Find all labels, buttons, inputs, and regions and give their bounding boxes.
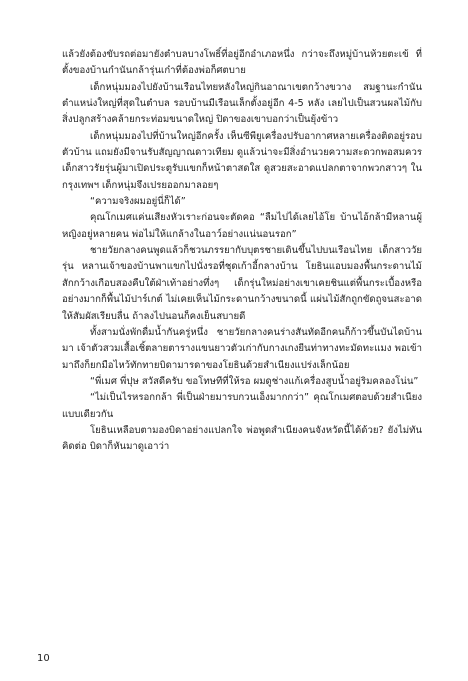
paragraph: เด็กหนุ่มมองไปยังบ้านเรือนไทยหลังใหญ่กินอาณาเขตกว้างขวาง สมฐานะกำนันตำแหน่งใหญ่ที่สุดในตำบล รอบบ้านมีเรือนเล็กตั้งอยู่อีก 4-5 หลัง เลยไปเป็นสวนผลไม้กับสิ่งปลูกสร้างคล้ายกระท่อมขนาดใหญ่ ปิดาของเขาบอกว่าเป็นยุ้งข้าว: [62, 81, 422, 126]
dialogue-paragraph: “ความจริงผมอยู่นี่ก็ได้”: [90, 196, 186, 208]
paragraph: ชายวัยกลางคนพูดแล้วก็ชวนภรรยากับบุตรชายเดินขึ้นไปบนเรือนไทย เด็กสาววัยรุ่น หลานเจ้าของบ้านพาแขกไปนั่งรอที่ชุดเก้าอี้กลางบ้าน โยธินแอบมองพื้นกระดานไม้สักกว้างเกือบสองคืบใต้ฝ่าเท้าอย่างทึ่งๆ เด็กรุ่นใหม่อย่างเขาเคยชินแต่พื้นกระเบื้องหรืออย่างมากก็พื้นไม้ปาร์เกต์ ไม่เคยเห็นไม้กระดานกว้างขนาดนี้ แผ่นไม้สักถูกขัดถูจนสะอาดให้สัมผัสเรียบลื่น ถ้าลงไปนอนก็คงเย็นสบายดี: [62, 245, 422, 322]
paragraph: คุณโกเมศแค่นเสียงหัวเราะก่อนจะตัดคอ “ลืมไปได้เลยไอ้โย บ้านไอ้กล้ามีหลานผู้หญิงอยู่หลายคน พ่อไม่ให้แกล้างในอาว์อย่างแน่นอนรอก”: [62, 212, 422, 240]
paragraph: โยธินเหลือบตามองบิดาอย่างแปลกใจ พ่อพูดสำเนียงคนจังหวัดนี้ได้ด้วย? ยังไม่ทันคิดต่อ บิดาก็หันมาดูเอาว่า: [62, 424, 422, 453]
dialogue-paragraph: “ไม่เป็นไรหรอกกล้า พี่เป็นฝ่ายมารบกวนเอ็งมากกว่า” คุณโกเมศตอบด้วยสำเนียงแบบเดียวกัน: [62, 392, 422, 420]
dialogue-paragraph: “พี่เมศ พี่ปุษ สวัสดีครับ ขอโทษทีที่ให้รอ ผมดูช่างแก้เครื่องสูบน้ำอยู่ริมคลองโน่น”: [90, 375, 419, 387]
paragraph: ทั้งสามนั่งพักดื่มน้ำกันครู่หนึ่ง ชายวัยกลางคนร่างสันทัดอีกคนก็ก้าวขึ้นบันไดบ้านมา เจ้าตัวสวมเสื้อเชิ้ตลายตารางแขนยาวตัวเก่ากับกางเกงยีนท่าทางทะมัดทะแมง พอเข้ามาถึงก็ยกมือไหว้ทักทายบิดามารดาของโยธินด้วยสำเนียงแปร่งเล็กน้อย: [62, 326, 422, 371]
paragraph: เด็กหนุ่มมองไปที่บ้านใหญ่อีกครั้ง เห็นซีพียูเครื่องปรับอากาศหลายเครื่องติดอยู่รอบตัวบ้าน แถมยังมีจานรับสัญญาณดาวเทียม ดูแล้วน่าจะมีสิ่งอำนวยความสะดวกพอสมควร เด็กสาวรัยรุ่นผู้มาเปิดประตูรับแขกก็หน้าตาสดใส ดูสวยสะอาดแปลกตาจากพวกสาวๆ ในกรุงเทพฯ เด็กหนุ่มจึงเปรยออกมาลอยๆ: [62, 130, 422, 191]
page-number: 10: [37, 653, 50, 664]
body-text: [62, 47, 422, 456]
paragraph: แล้วยังต้องขับรถต่อมายังตำบลบางโพธิ์ที่อยู่อีกอำเภอหนึ่ง กว่าจะถึงหมู่บ้านห้วยตะเข้ ที่ตั้งของบ้านกำนันกล้ารุ่นเก๋าที่ต้องพ่อก็ศตบาย: [62, 49, 422, 77]
